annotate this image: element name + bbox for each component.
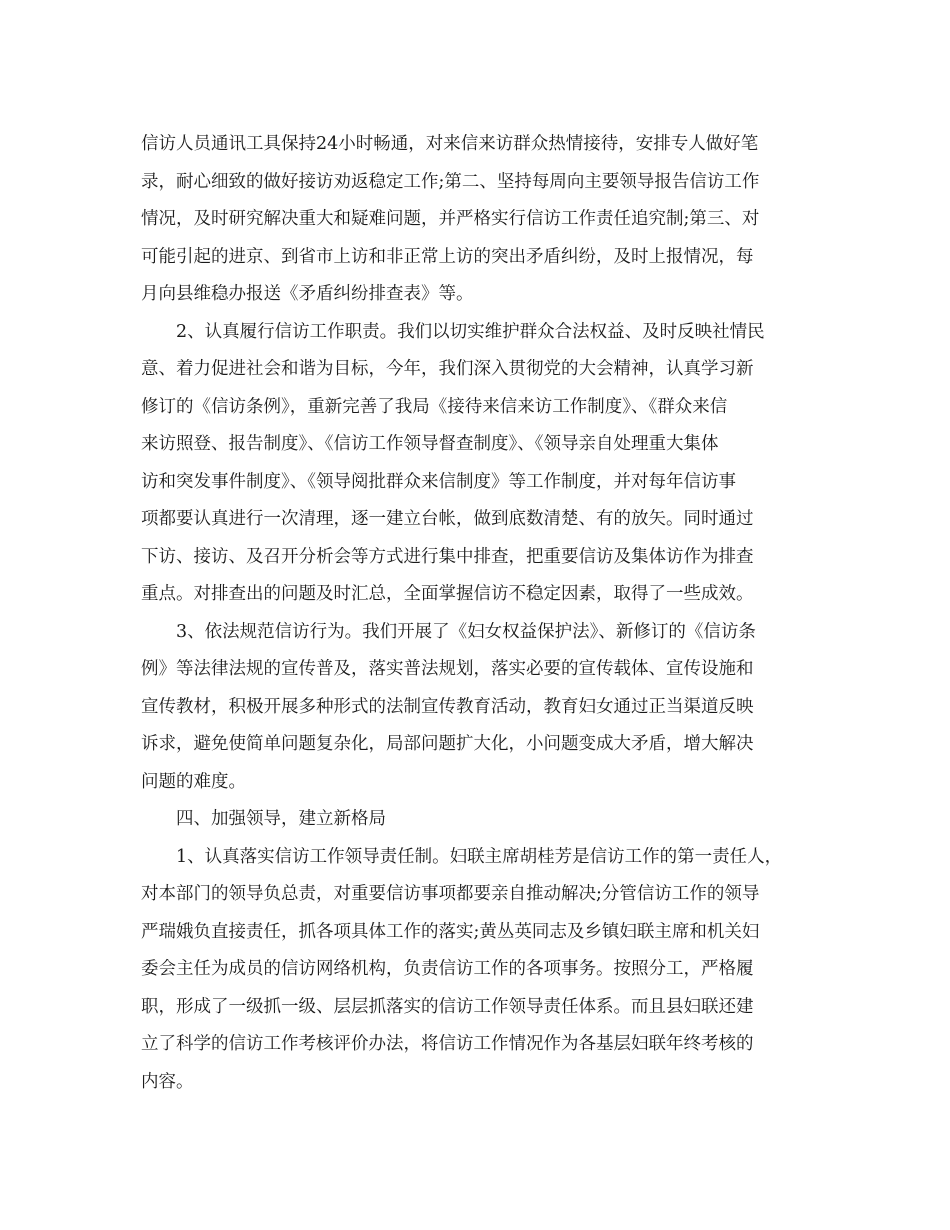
text-line: 立了科学的信访工作考核评价办法，将信访工作情况作为各基层妇联年终考核的	[141, 1034, 754, 1054]
paragraph-start-line: 1、认真落实信访工作领导责任制。妇联主席胡桂芳是信访工作的第一责任人，	[176, 846, 783, 867]
section-heading: 四、加强领导，建立新格局	[176, 809, 386, 829]
text-line: 月向县维稳办报送《矛盾纠纷排查表》等。	[141, 284, 474, 304]
text-line: 录，耐心细致的做好接访劝返稳定工作;第二、坚持每周向主要领导报告信访工作	[141, 171, 760, 192]
text-line: 委会主任为成员的信访网络机构，负责信访工作的各项事务。按照分工，严格履	[141, 959, 754, 979]
text-line: 严瑞娥负直接责任，抓各项具体工作的落实;黄丛英同志及乡镇妇联主席和机关妇	[141, 921, 760, 942]
text-line: 项都要认真进行一次清理，逐一建立台帐，做到底数清楚、有的放矢。同时通过	[141, 509, 754, 529]
text-line: 职，形成了一级抓一级、层层抓落实的信访工作领导责任体系。而且县妇联还建	[141, 996, 754, 1017]
text-line: 内容。	[141, 1071, 194, 1092]
paragraph-start-line: 3、依法规范信访行为。我们开展了《妇女权益保护法》、新修订的《信访条	[176, 621, 756, 642]
text-line: 宣传教材，积极开展多种形式的法制宣传教育活动，教育妇女通过正当渠道反映	[141, 696, 754, 717]
text-line: 诉求，避免使简单问题复杂化，局部问题扩大化，小问题变成大矛盾，增大解决	[141, 734, 754, 754]
text-line: 情况，及时研究解决重大和疑难问题，并严格实行信访工作责任追究制;第三、对	[141, 209, 760, 229]
text-line: 对本部门的领导负总责，对重要信访事项都要亲自推动解决;分管信访工作的领导	[141, 884, 760, 904]
text-line: 问题的难度。	[141, 771, 246, 792]
text-line: 重点。对排查出的问题及时汇总，全面掌握信访不稳定因素，取得了一些成效。	[141, 584, 754, 604]
text-line: 下访、接访、及召开分析会等方式进行集中排查，把重要信访及集体访作为排查	[141, 546, 754, 567]
text-line: 信访人员通讯工具保持24小时畅通，对来信来访群众热情接待，安排专人做好笔	[141, 134, 759, 154]
document-body	[141, 126, 811, 1101]
text-line: 来访照登、报告制度》、《信访工作领导督查制度》、《领导亲自处理重大集体	[141, 434, 719, 454]
text-line: 修订的《信访条例》，重新完善了我局《接待来信来访工作制度》、《群众来信	[141, 396, 728, 417]
paragraph-start-line: 2、认真履行信访工作职责。我们以切实维护群众合法权益、及时反映社情民	[176, 321, 765, 342]
text-line: 访和突发事件制度》、《领导阅批群众来信制度》等工作制度，并对每年信访事	[141, 471, 736, 492]
text-line: 例》等法律法规的宣传普及，落实普法规划，落实必要的宣传载体、宣传设施和	[141, 659, 754, 679]
text-line: 意、着力促进社会和谐为目标，今年，我们深入贯彻党的大会精神，认真学习新	[141, 359, 754, 379]
text-line: 可能引起的进京、到省市上访和非正常上访的突出矛盾纠纷，及时上报情况，每	[141, 246, 754, 267]
